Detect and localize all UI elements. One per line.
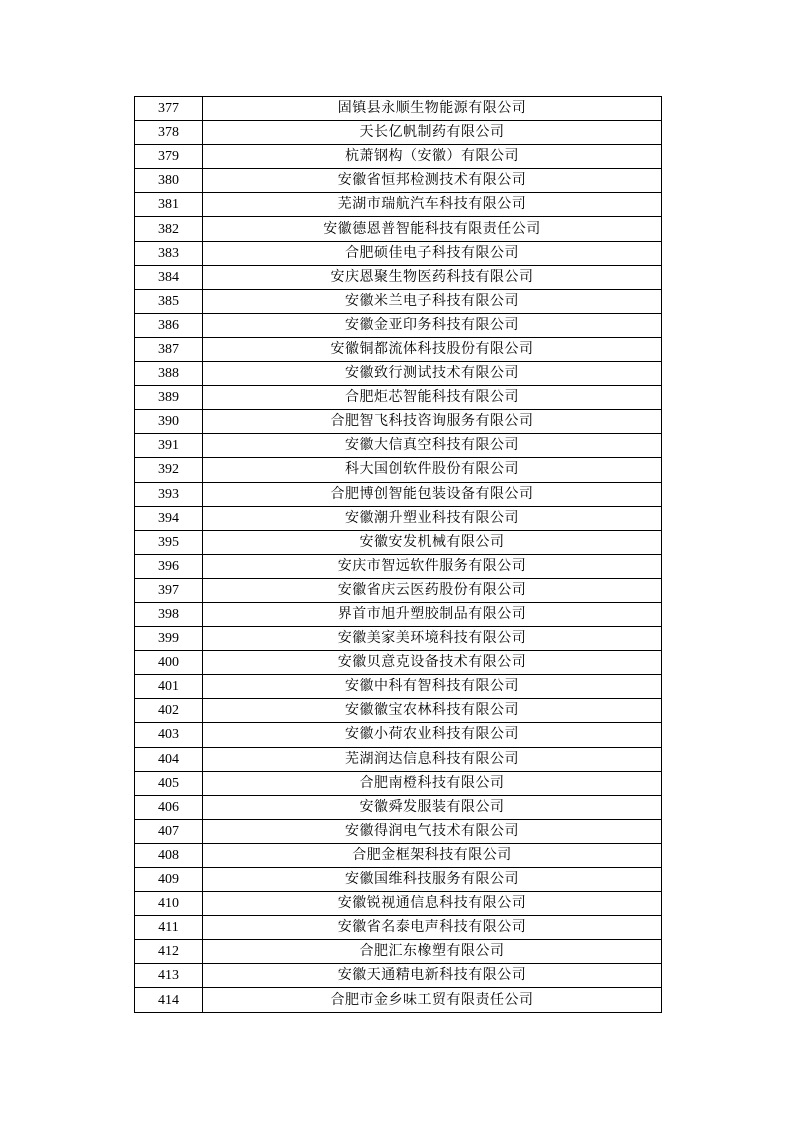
table-row [135,554,662,578]
row-number: 390 [135,410,203,434]
company-name: 安徽大信真空科技有限公司 [203,434,662,458]
row-number: 398 [135,602,203,626]
table-row [135,482,662,506]
row-number: 405 [135,771,203,795]
row-number: 412 [135,940,203,964]
company-name: 科大国创软件股份有限公司 [203,458,662,482]
company-name: 芜湖润达信息科技有限公司 [203,747,662,771]
company-name: 杭萧钢构（安徽）有限公司 [203,145,662,169]
table-row [135,578,662,602]
company-name: 安徽天通精电新科技有限公司 [203,964,662,988]
row-number: 397 [135,578,203,602]
table-row [135,747,662,771]
row-number: 396 [135,554,203,578]
company-name: 安庆市智远软件服务有限公司 [203,554,662,578]
row-number: 410 [135,892,203,916]
table-row [135,265,662,289]
company-name: 合肥硕佳电子科技有限公司 [203,241,662,265]
company-name: 安徽小荷农业科技有限公司 [203,723,662,747]
table-row [135,313,662,337]
row-number: 399 [135,627,203,651]
table-row [135,651,662,675]
company-name: 安徽潮升塑业科技有限公司 [203,506,662,530]
company-name: 安徽美家美环境科技有限公司 [203,627,662,651]
row-number: 408 [135,843,203,867]
row-number: 414 [135,988,203,1012]
table-row [135,530,662,554]
company-name: 安庆恩聚生物医药科技有限公司 [203,265,662,289]
table-row [135,627,662,651]
company-name: 安徽铜都流体科技股份有限公司 [203,337,662,361]
table-row [135,940,662,964]
table-row [135,602,662,626]
company-list-table [134,96,662,1013]
table-row [135,337,662,361]
company-name: 安徽致行测试技术有限公司 [203,362,662,386]
company-name: 芜湖市瑞航汽车科技有限公司 [203,193,662,217]
table-row [135,988,662,1012]
company-name: 安徽省庆云医药股份有限公司 [203,578,662,602]
company-name: 合肥智飞科技咨询服务有限公司 [203,410,662,434]
company-name: 界首市旭升塑胶制品有限公司 [203,602,662,626]
company-name: 安徽安发机械有限公司 [203,530,662,554]
table-row [135,843,662,867]
company-name: 安徽中科有智科技有限公司 [203,675,662,699]
row-number: 409 [135,868,203,892]
company-name: 安徽锐视通信息科技有限公司 [203,892,662,916]
row-number: 392 [135,458,203,482]
company-name: 安徽得润电气技术有限公司 [203,819,662,843]
row-number: 388 [135,362,203,386]
table-row [135,819,662,843]
table-row [135,362,662,386]
table-row [135,121,662,145]
company-name: 安徽省恒邦检测技术有限公司 [203,169,662,193]
company-name: 安徽舜发服装有限公司 [203,795,662,819]
row-number: 413 [135,964,203,988]
company-name: 安徽米兰电子科技有限公司 [203,289,662,313]
company-name: 安徽国维科技服务有限公司 [203,868,662,892]
row-number: 379 [135,145,203,169]
table-row [135,217,662,241]
company-name: 天长亿帆制药有限公司 [203,121,662,145]
row-number: 381 [135,193,203,217]
table-row [135,506,662,530]
table-row [135,795,662,819]
table-row [135,193,662,217]
company-name: 安徽贝意克设备技术有限公司 [203,651,662,675]
table-row [135,410,662,434]
table-body [135,97,662,1013]
company-name: 合肥市金乡味工贸有限责任公司 [203,988,662,1012]
row-number: 377 [135,97,203,121]
company-name: 合肥炬芯智能科技有限公司 [203,386,662,410]
table-row [135,771,662,795]
row-number: 404 [135,747,203,771]
table-row [135,675,662,699]
row-number: 401 [135,675,203,699]
company-name: 安徽金亚印务科技有限公司 [203,313,662,337]
row-number: 389 [135,386,203,410]
table-row [135,723,662,747]
table-row [135,241,662,265]
row-number: 378 [135,121,203,145]
row-number: 386 [135,313,203,337]
company-name: 合肥金框架科技有限公司 [203,843,662,867]
company-name: 安徽徽宝农林科技有限公司 [203,699,662,723]
row-number: 400 [135,651,203,675]
table-row [135,892,662,916]
row-number: 384 [135,265,203,289]
row-number: 383 [135,241,203,265]
table-row [135,97,662,121]
company-name: 固镇县永顺生物能源有限公司 [203,97,662,121]
row-number: 391 [135,434,203,458]
table-row [135,289,662,313]
table-row [135,386,662,410]
row-number: 395 [135,530,203,554]
row-number: 387 [135,337,203,361]
company-name: 安徽省名泰电声科技有限公司 [203,916,662,940]
table-row [135,699,662,723]
table-row [135,868,662,892]
row-number: 380 [135,169,203,193]
row-number: 385 [135,289,203,313]
table-row [135,916,662,940]
table-row [135,964,662,988]
row-number: 394 [135,506,203,530]
company-name: 合肥博创智能包装设备有限公司 [203,482,662,506]
row-number: 403 [135,723,203,747]
row-number: 402 [135,699,203,723]
row-number: 407 [135,819,203,843]
company-name: 合肥汇东橡塑有限公司 [203,940,662,964]
table-row [135,169,662,193]
row-number: 406 [135,795,203,819]
company-name: 合肥南橙科技有限公司 [203,771,662,795]
row-number: 382 [135,217,203,241]
table-row [135,458,662,482]
company-name: 安徽德恩普智能科技有限责任公司 [203,217,662,241]
table-row [135,434,662,458]
row-number: 393 [135,482,203,506]
table-row [135,145,662,169]
row-number: 411 [135,916,203,940]
